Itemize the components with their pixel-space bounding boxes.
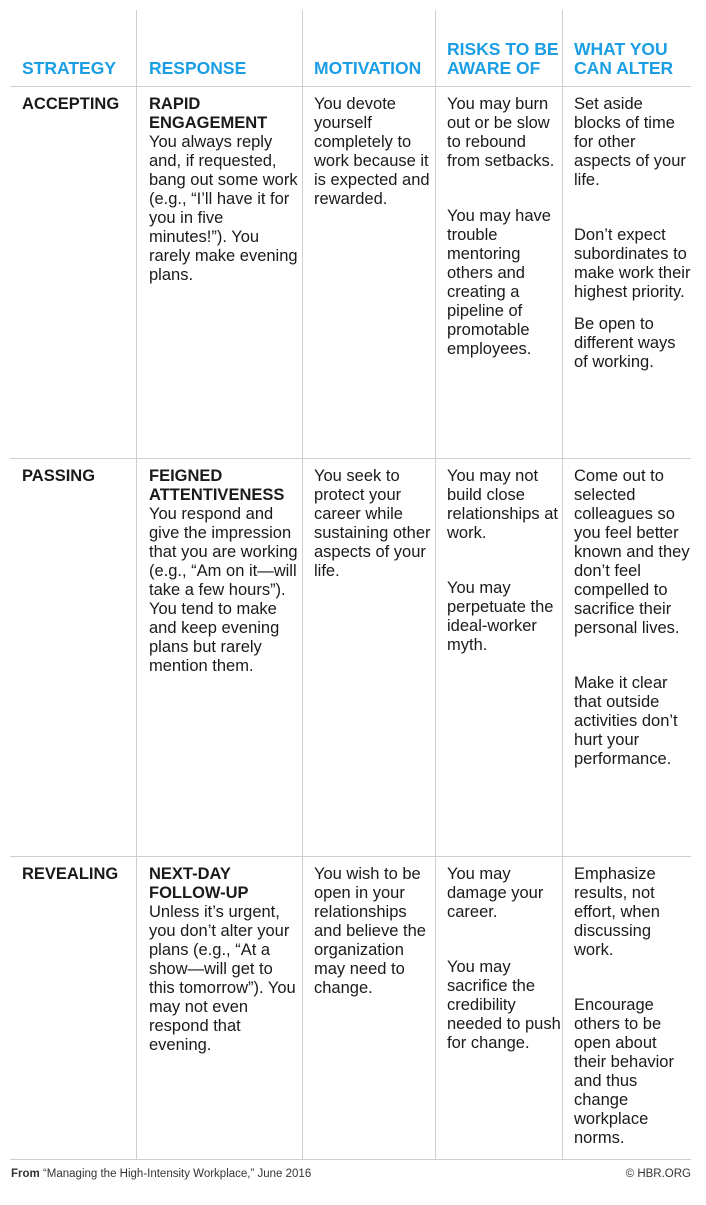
risk-item: You may not build close relationships at work. — [447, 467, 558, 542]
alter-item: Come out to selected colleagues so you feel better known and they don’t feel compelled to sacrifice their personal lives. — [574, 467, 690, 637]
risk-item: You may burn out or be slow to rebound from setbacks. — [447, 95, 555, 170]
alter-item: Emphasize results, not effort, when discussing work. — [574, 865, 660, 959]
response-text: You respond and give the impression that you are working (e.g., “Am on it—will take a few hours”). You tend to make and keep evening plans but rarely mention them. — [149, 505, 298, 675]
alter-item: Set aside blocks of time for other aspects of your life. — [574, 95, 686, 189]
table-row — [10, 87, 691, 459]
table-row — [10, 857, 691, 1160]
motivation-cell: You seek to protect your career while sustaining other aspects of your life. — [302, 459, 435, 856]
response-text: You always reply and, if requested, bang out some work (e.g., “I’ll have it for you in five minutes!”). You rarely make evening plans. — [149, 133, 298, 284]
response-text: Unless it’s urgent, you don’t alter your plans (e.g., “At a show—will get to this tomorrow”). You may not even respond that evening. — [149, 903, 296, 1054]
source-citation: “Managing the High-Intensity Workplace,” June 2016 — [42, 1168, 312, 1180]
response-cell — [136, 857, 302, 1159]
header-response: RESPONSE — [136, 10, 302, 86]
alter-cell — [562, 87, 691, 458]
strategy-table — [10, 10, 691, 1160]
risk-item: You may damage your career. — [447, 865, 544, 921]
motivation-cell: You devote yourself completely to work because it is expected and rewarded. — [302, 87, 435, 458]
response-cell — [136, 459, 302, 856]
response-cell — [136, 87, 302, 458]
response-title: FEIGNED ATTENTIVENESS — [149, 467, 285, 504]
risk-item: You may have trouble mentoring others and creating a pipeline of promotable employees. — [447, 207, 551, 358]
table-row — [10, 459, 691, 857]
risks-cell — [435, 459, 562, 856]
from-label: From — [11, 1168, 40, 1180]
strategy-cell: REVEALING — [22, 865, 119, 883]
source-footer — [11, 1168, 691, 1180]
header-risks: RISKS TO BE AWARE OF — [435, 10, 562, 86]
alter-item: Encourage others to be open about their behavior and thus change workplace norms. — [574, 996, 674, 1147]
alter-item: Be open to different ways of working. — [574, 315, 676, 371]
response-title: RAPID ENGAGEMENT — [149, 95, 268, 132]
motivation-cell: You wish to be open in your relationships and believe the organization may need to change. — [302, 857, 435, 1159]
alter-cell — [562, 857, 691, 1159]
risks-cell — [435, 87, 562, 458]
header-alter: WHAT YOU CAN ALTER — [562, 10, 691, 86]
alter-item: Make it clear that outside activities don’t hurt your performance. — [574, 674, 678, 768]
alter-cell — [562, 459, 691, 856]
alter-item: Don’t expect subordinates to make work their highest priority. — [574, 226, 691, 301]
risks-cell — [435, 857, 562, 1159]
copyright-notice: © HBR.ORG — [625, 1168, 691, 1180]
risk-item: You may sacrifice the credibility needed to push for change. — [447, 958, 561, 1052]
strategy-cell: ACCEPTING — [22, 95, 120, 113]
header-strategy: STRATEGY — [22, 58, 116, 78]
response-title: NEXT-DAY FOLLOW-UP — [149, 865, 249, 902]
header-motivation: MOTIVATION — [302, 10, 435, 86]
table-header-row — [10, 10, 691, 87]
strategy-cell: PASSING — [22, 467, 96, 485]
risk-item: You may perpetuate the ideal-worker myth. — [447, 579, 554, 654]
